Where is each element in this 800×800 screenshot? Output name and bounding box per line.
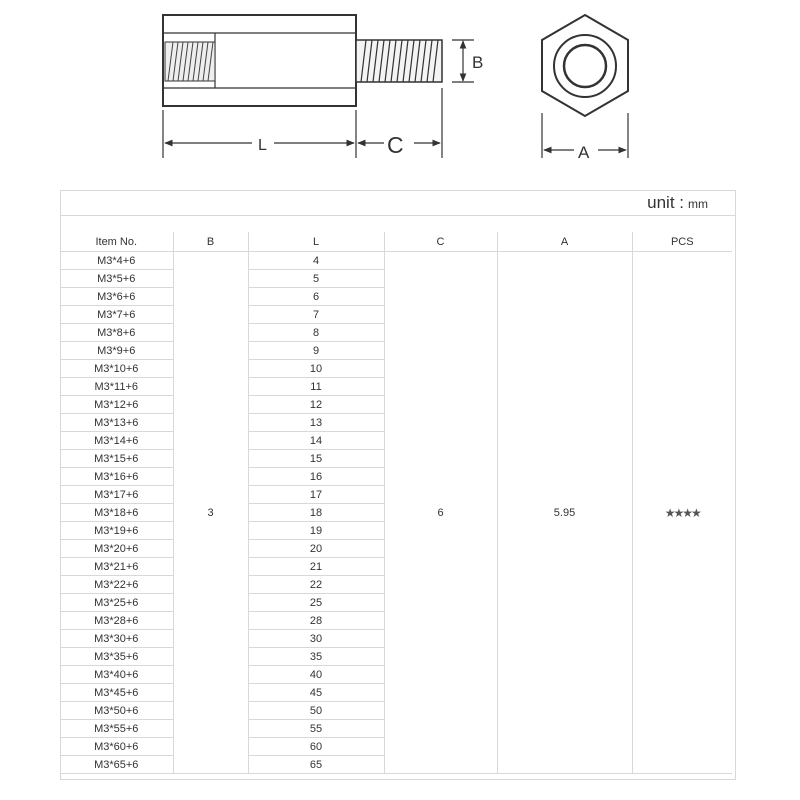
hex-end-view: [542, 15, 628, 116]
cell-item-no: M3*55+6: [60, 720, 173, 738]
cell-item-no: M3*9+6: [60, 342, 173, 360]
cell-b: 3: [173, 252, 248, 774]
header-a: A: [497, 232, 632, 252]
cell-item-no: M3*40+6: [60, 666, 173, 684]
cell-l: 45: [248, 684, 384, 702]
cell-item-no: M3*65+6: [60, 756, 173, 774]
cell-l: 20: [248, 540, 384, 558]
cell-l: 35: [248, 648, 384, 666]
cell-item-no: M3*15+6: [60, 450, 173, 468]
cell-item-no: M3*5+6: [60, 270, 173, 288]
cell-item-no: M3*18+6: [60, 504, 173, 522]
cell-l: 5: [248, 270, 384, 288]
dim-label-a: A: [578, 143, 590, 162]
cell-pcs: [632, 252, 732, 774]
star-icon: ★★★★: [664, 505, 700, 520]
dim-label-c: C: [387, 132, 404, 158]
cell-l: 55: [248, 720, 384, 738]
cell-item-no: M3*4+6: [60, 252, 173, 270]
cell-l: 22: [248, 576, 384, 594]
internal-thread: [165, 42, 215, 81]
cell-item-no: M3*19+6: [60, 522, 173, 540]
cell-item-no: M3*6+6: [60, 288, 173, 306]
standoff-diagram: [0, 0, 800, 190]
cell-item-no: M3*12+6: [60, 396, 173, 414]
cell-l: 18: [248, 504, 384, 522]
dim-label-b: B: [472, 53, 484, 72]
cell-item-no: M3*28+6: [60, 612, 173, 630]
cell-item-no: M3*25+6: [60, 594, 173, 612]
cell-l: 19: [248, 522, 384, 540]
unit-label: [647, 193, 708, 213]
cell-item-no: M3*10+6: [60, 360, 173, 378]
cell-l: 6: [248, 288, 384, 306]
cell-l: 9: [248, 342, 384, 360]
cell-item-no: M3*20+6: [60, 540, 173, 558]
cell-l: 17: [248, 486, 384, 504]
cell-c: 6: [384, 252, 497, 774]
table-header-row: [60, 232, 732, 252]
dim-label-l: L: [258, 137, 267, 154]
cell-l: 7: [248, 306, 384, 324]
table-body: [60, 252, 732, 774]
cell-item-no: M3*60+6: [60, 738, 173, 756]
cell-item-no: M3*22+6: [60, 576, 173, 594]
spec-table: [60, 232, 732, 774]
cell-item-no: M3*45+6: [60, 684, 173, 702]
cell-l: 10: [248, 360, 384, 378]
cell-item-no: M3*17+6: [60, 486, 173, 504]
cell-l: 15: [248, 450, 384, 468]
unit-row: [60, 190, 736, 216]
cell-l: 14: [248, 432, 384, 450]
cell-item-no: M3*14+6: [60, 432, 173, 450]
unit-value: mm: [688, 197, 708, 211]
cell-item-no: M3*30+6: [60, 630, 173, 648]
header-c: C: [384, 232, 497, 252]
cell-item-no: M3*7+6: [60, 306, 173, 324]
cell-item-no: M3*11+6: [60, 378, 173, 396]
cell-l: 60: [248, 738, 384, 756]
cell-l: 21: [248, 558, 384, 576]
cell-l: 40: [248, 666, 384, 684]
unit-label-text: unit :: [647, 193, 684, 212]
cell-l: 50: [248, 702, 384, 720]
cell-l: 25: [248, 594, 384, 612]
cell-item-no: M3*50+6: [60, 702, 173, 720]
cell-l: 16: [248, 468, 384, 486]
external-thread: [356, 40, 442, 82]
cell-l: 65: [248, 756, 384, 774]
cell-l: 30: [248, 630, 384, 648]
cell-l: 4: [248, 252, 384, 270]
header-l: L: [248, 232, 384, 252]
cell-item-no: M3*35+6: [60, 648, 173, 666]
cell-l: 28: [248, 612, 384, 630]
cell-l: 11: [248, 378, 384, 396]
cell-item-no: M3*8+6: [60, 324, 173, 342]
cell-a: 5.95: [497, 252, 632, 774]
header-b: B: [173, 232, 248, 252]
header-item-no: Item No.: [60, 232, 173, 252]
cell-l: 8: [248, 324, 384, 342]
cell-l: 12: [248, 396, 384, 414]
cell-l: 13: [248, 414, 384, 432]
cell-item-no: M3*16+6: [60, 468, 173, 486]
cell-item-no: M3*21+6: [60, 558, 173, 576]
dimension-b: [452, 40, 474, 82]
table-row: [60, 252, 732, 270]
header-pcs: PCS: [632, 232, 732, 252]
cell-item-no: M3*13+6: [60, 414, 173, 432]
